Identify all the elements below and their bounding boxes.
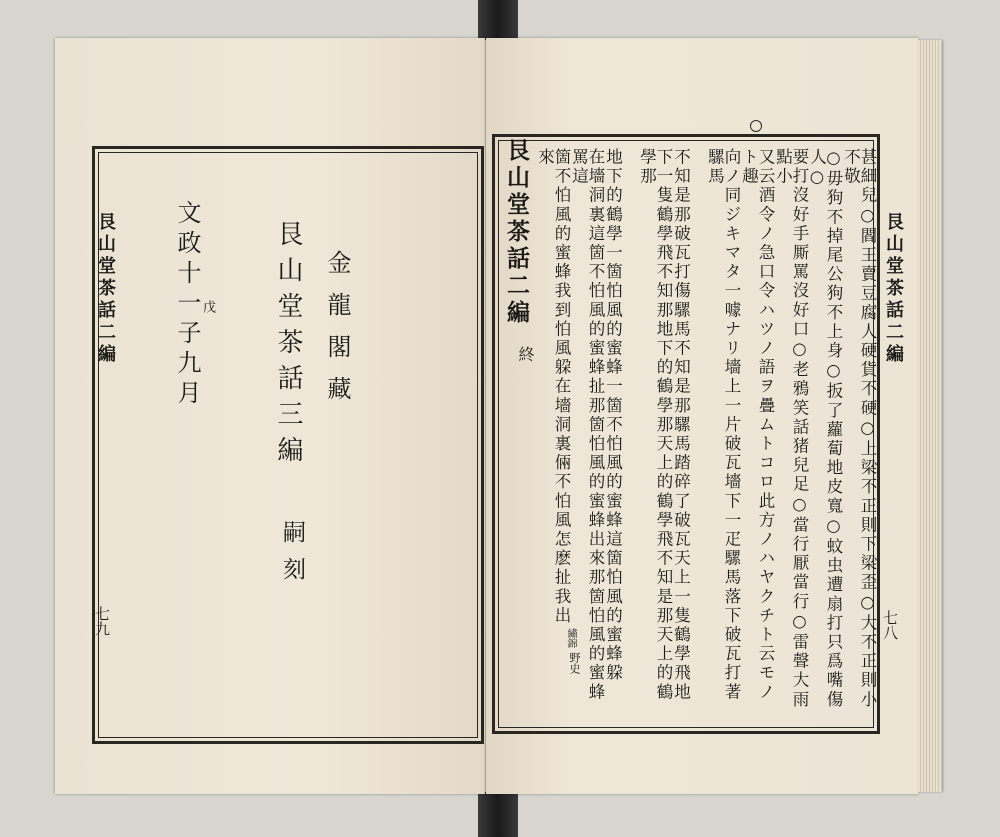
text-column-6: 不知是那破瓦打傷騾馬不知是那騾馬踏碎了破瓦天上一隻鶴學飛地 bbox=[671, 148, 691, 702]
left-page-number: 七九 bbox=[93, 606, 111, 636]
closing-title: 艮山堂茶話二編 bbox=[503, 138, 530, 327]
closing-end-mark: 終 bbox=[516, 346, 535, 362]
text-column-2: ○毋狗不掉尾公狗不上身○扳了蘿蔔地皮寬○蚊虫遭扇打只爲嘴傷人○ bbox=[807, 148, 843, 710]
right-running-head: 艮山堂茶話二編 bbox=[883, 212, 904, 366]
book-binding-bottom bbox=[478, 792, 518, 837]
text-column-3: 要打沒好手厮罵沒好口○老鴉笑話猪兒足○當行厭當行○雷聲大雨點小 bbox=[773, 148, 809, 710]
author-signature bbox=[565, 628, 576, 648]
book-binding-top bbox=[478, 0, 518, 40]
text-column-8: 地下的鶴學一箇怕風的蜜蜂一箇不怕風的蜜蜂這箇怕風的蜜蜂躱 bbox=[603, 148, 623, 683]
circle-punctuation-mark bbox=[750, 120, 762, 132]
author-small-text: 繡錦 bbox=[565, 628, 576, 648]
text-column-10: 箇不怕風的蜜蜂我到怕風躱在墻洞裏倆不怕風怎麽扯我出來 bbox=[535, 148, 571, 626]
left-running-head: 艮山堂茶話二編 bbox=[95, 212, 116, 366]
right-page-number: 七八 bbox=[881, 610, 899, 640]
next-volume-title: 艮山堂茶話三編 bbox=[273, 220, 303, 472]
text-column-9: 在墻洞裏這箇不怕風的蜜蜂扯那箇怕風的蜜蜂出來那箇怕風的蜜蜂罵這 bbox=[569, 148, 605, 702]
colophon-date-cyclic: 戊 bbox=[200, 300, 215, 313]
text-column-1: 甚細兒○閻王賣豆腐人硬貨不硬○上梁不正則下梁歪○大不正則小不敬 bbox=[841, 148, 877, 710]
page-edges bbox=[918, 40, 942, 792]
colophon-date-text: 文政十一子九月 bbox=[173, 200, 201, 410]
text-column-5: 向ノ同ジキマタ一噱ナリ墻上一片破瓦墻下一疋騾馬落下破瓦打著騾馬 bbox=[705, 148, 741, 702]
author-name: 野史 bbox=[568, 652, 581, 674]
publisher-name: 金龍閣藏 bbox=[323, 250, 351, 418]
show-through-text bbox=[360, 280, 379, 384]
text-column-7: 下一隻鶴學飛不知那地下的鶴學那天上的鶴學飛不知是那天上的鶴學那 bbox=[637, 148, 673, 702]
carver-note: 嗣刻 bbox=[279, 520, 305, 594]
text-column-4: 又云酒令ノ急口令ハツノ語ヲ疊ムトコロ此方ノハヤクチト云モノト趣 bbox=[739, 148, 775, 702]
